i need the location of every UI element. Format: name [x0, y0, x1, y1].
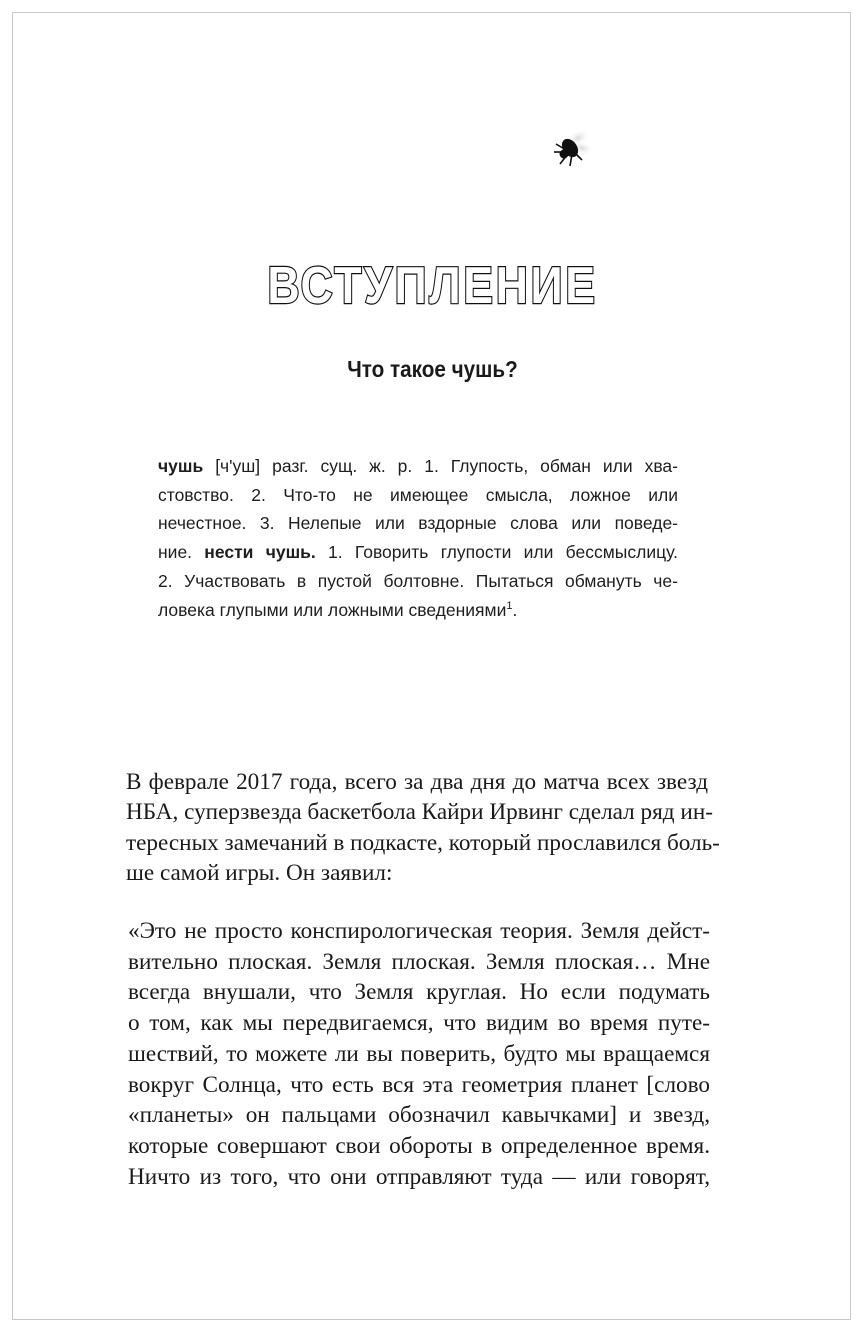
- fly-icon: [548, 124, 596, 170]
- body-line: НБА, суперзвезда баскетбола Кайри Ирвинг сделал ряд ин-: [126, 799, 713, 826]
- definition-line: 2. Участвовать в пустой болтовне. Пытаться обмануть че-: [158, 570, 678, 591]
- definition-term: чушь: [158, 456, 204, 476]
- quote-line: «планеты» он пальцами обозначил кавычками] и звезд,: [128, 1102, 710, 1129]
- definition-line: ние. нести чушь. 1. Говорить глупости или бессмыслицу.: [158, 542, 678, 563]
- definition-line: нечестное. 3. Нелепые или вздорные слова или поведе-: [158, 513, 678, 534]
- chapter-subtitle: Что такое чушь?: [347, 356, 518, 382]
- definition-phrase: нести чушь.: [204, 542, 316, 563]
- quote-line: о том, как мы передвигаемся, что видим во время путе-: [128, 1010, 710, 1037]
- quote-line: всегда внушали, что Земля круглая. Но если подумать: [128, 979, 710, 1006]
- definition-line: ловека глупыми или ложными сведениями$^1$.: [158, 599, 518, 620]
- body-line: В феврале 2017 года, всего за два дня до матча всех звезд: [126, 769, 708, 795]
- body-paragraph: [126, 767, 720, 889]
- dictionary-definition: [158, 452, 678, 624]
- quote-line: «Это не просто конспирологическая теория. Земля дейст-: [128, 918, 710, 944]
- definition-line: стовство. 2. Что-то не имеющее смысла, ложное или: [158, 484, 678, 505]
- chapter-title: ВСТУПЛЕНИЕ: [267, 257, 598, 315]
- definition-line: чушь [ч'уш] разг. сущ. ж. р. 1. Глупость, обман или хва-: [158, 456, 678, 476]
- quote-line: Ничто из того, что они отправляют туда — или говорят,: [128, 1163, 710, 1190]
- quote-line: вокруг Солнца, что есть вся эта геометрия планет [слово: [128, 1071, 710, 1098]
- quote-line: вительно плоская. Земля плоская. Земля плоская… Мне: [128, 948, 710, 975]
- footnote-mark: 1: [506, 599, 513, 612]
- body-line: тересных замечаний в подкасте, который прославился боль-: [126, 829, 720, 856]
- quote-block: [128, 916, 710, 1192]
- body-line: ше самой игры. Он заявил:: [126, 860, 393, 887]
- quote-line: шествий, то можете ли вы поверить, будто мы вращаемся: [128, 1040, 710, 1067]
- quote-line: которые совершают свои обороты в определенное время.: [128, 1132, 710, 1159]
